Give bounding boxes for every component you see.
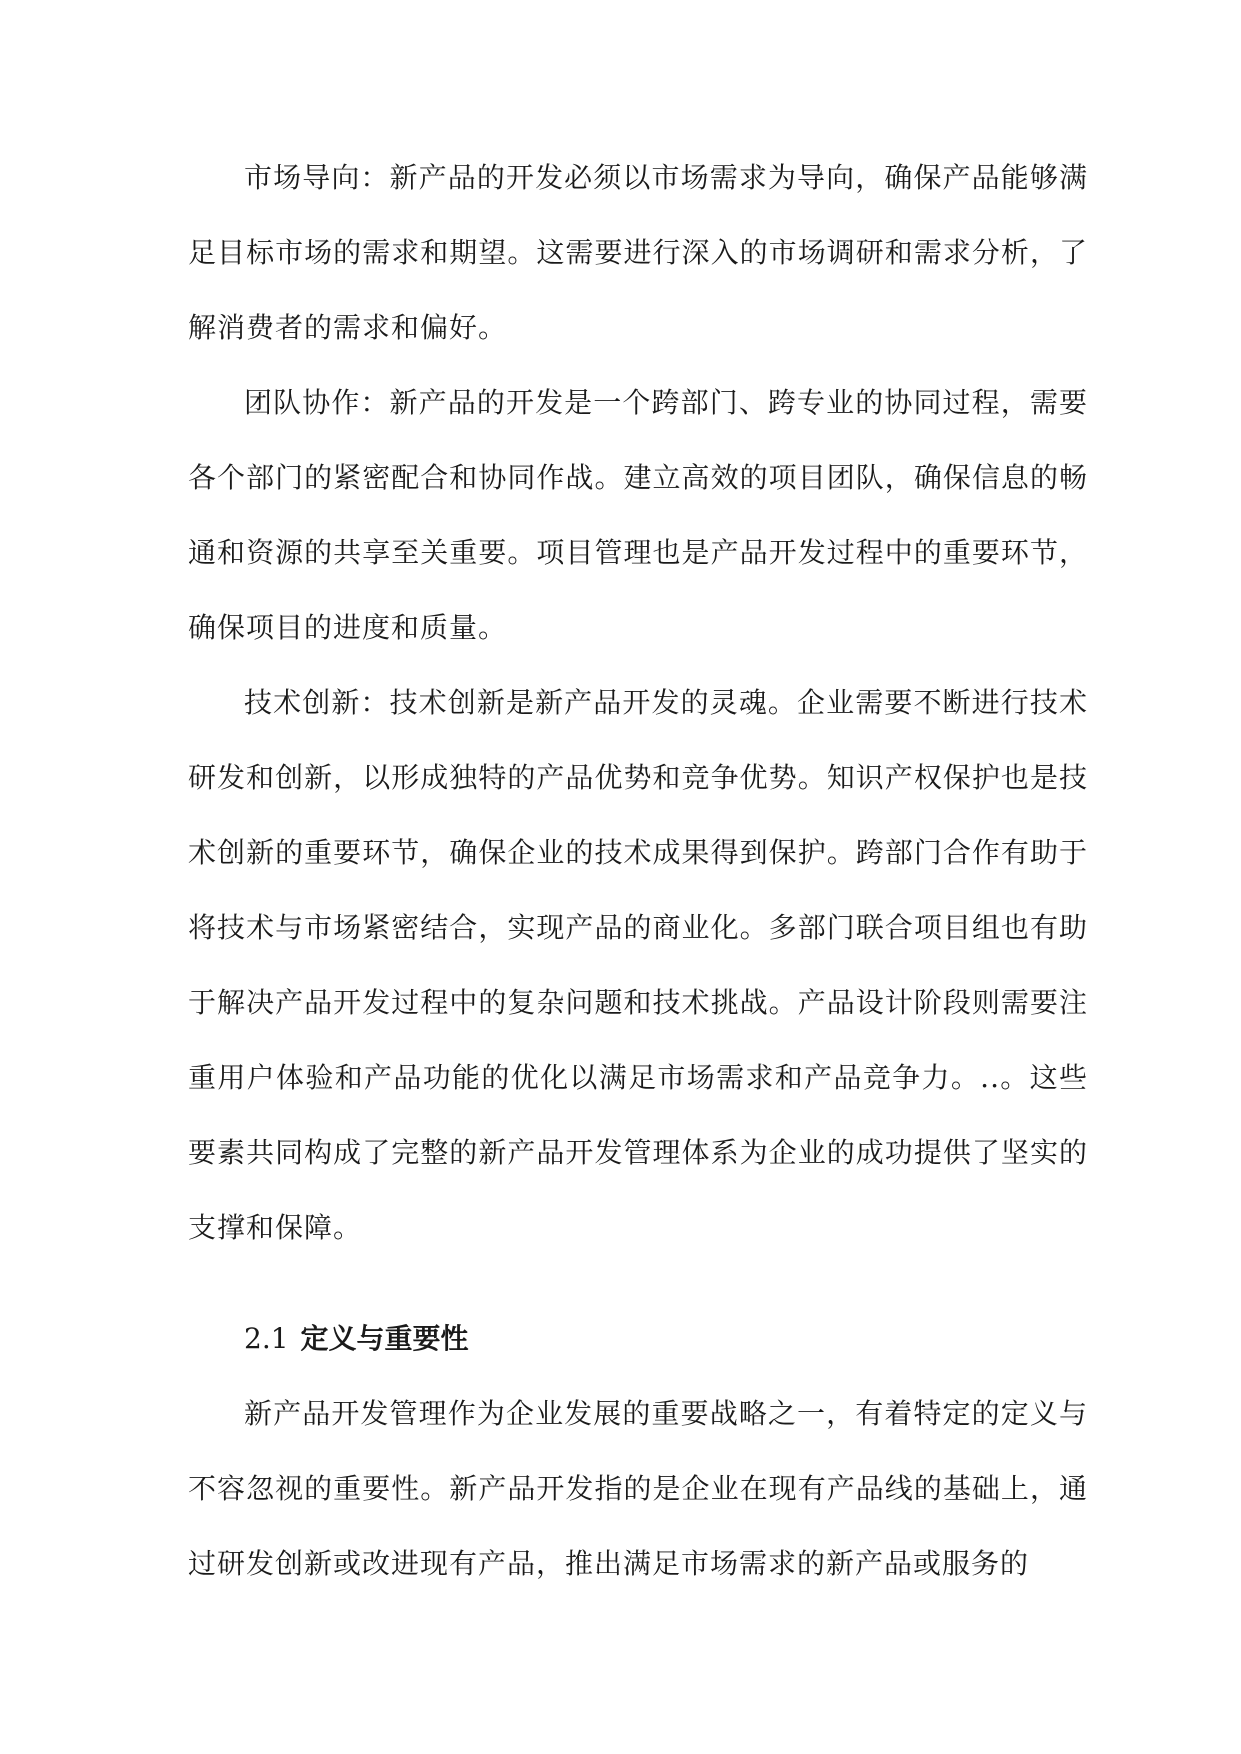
paragraph-technical-innovation: 技术创新：技术创新是新产品开发的灵魂。企业需要不断进行技术研发和创新，以形成独特的产品优势和竞争优势。知识产权保护也是技术创新的重要环节，确保企业的技术成果得到保护。跨部门合作有助于将技术与市场紧密结合，实现产品的商业化。多部门联合项目组也有助于解决产品开发过程中的复杂问题和技术挑战。产品设计阶段则需要注重用户体验和产品功能的优化以满足市场需求和产品竞争力。..。这些要素共同构成了完整的新产品开发管理体系为企业的成功提供了坚实的支撑和保障。 <box>188 686 1088 1244</box>
document-body <box>188 140 1088 1601</box>
section-heading <box>188 1301 1088 1376</box>
section-title: 定义与重要性 <box>300 1322 469 1355</box>
paragraph-team-collaboration: 团队协作：新产品的开发是一个跨部门、跨专业的协同过程，需要各个部门的紧密配合和协同作战。建立高效的项目团队，确保信息的畅通和资源的共享至关重要。项目管理也是产品开发过程中的重要环节，确保项目的进度和质量。 <box>188 386 1088 644</box>
section-number: 2.1 <box>244 1322 289 1355</box>
paragraph-market-orientation: 市场导向：新产品的开发必须以市场需求为导向，确保产品能够满足目标市场的需求和期望。这需要进行深入的市场调研和需求分析，了解消费者的需求和偏好。 <box>188 161 1088 344</box>
paragraph-definition: 新产品开发管理作为企业发展的重要战略之一，有着特定的定义与不容忽视的重要性。新产品开发指的是企业在现有产品线的基础上，通过研发创新或改进现有产品，推出满足市场需求的新产品或服务的 <box>188 1397 1088 1580</box>
